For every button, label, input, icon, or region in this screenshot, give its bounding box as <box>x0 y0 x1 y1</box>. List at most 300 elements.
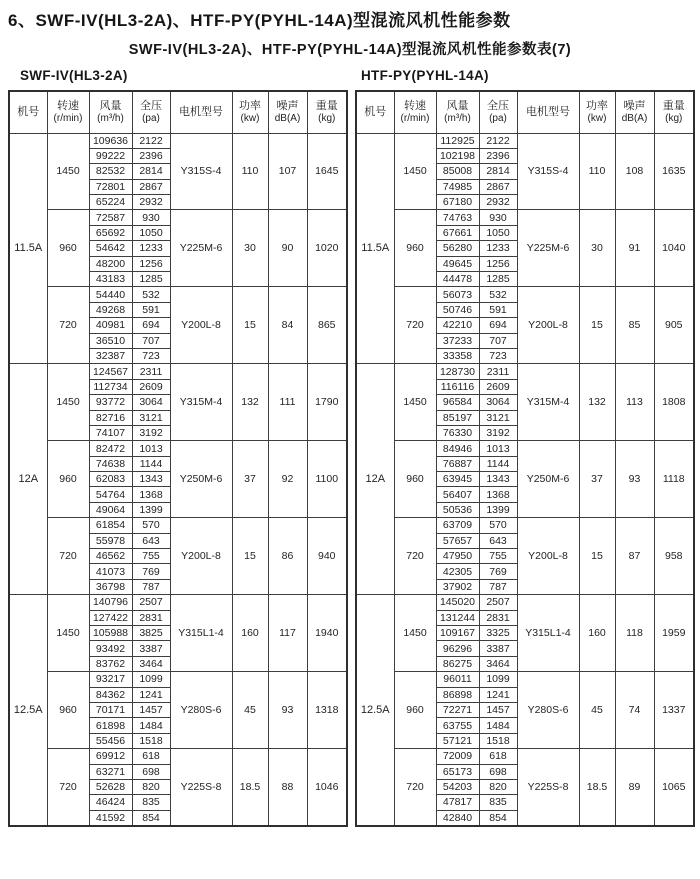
pressure-cell: 1457 <box>132 702 170 717</box>
pressure-cell: 1099 <box>132 672 170 687</box>
table-label-swf: SWF-IV(HL3-2A) <box>20 68 128 83</box>
column-header <box>47 91 89 133</box>
pressure-cell: 1343 <box>132 472 170 487</box>
airflow-cell: 99222 <box>89 148 132 163</box>
column-header <box>132 91 170 133</box>
pressure-cell: 2814 <box>479 164 517 179</box>
pressure-cell: 1399 <box>132 502 170 517</box>
motor-model-cell: Y200L-8 <box>517 518 579 595</box>
power-cell: 15 <box>232 287 268 364</box>
airflow-cell: 96584 <box>436 395 479 410</box>
airflow-cell: 72271 <box>436 702 479 717</box>
noise-cell: 117 <box>268 595 307 672</box>
airflow-cell: 83762 <box>89 656 132 671</box>
column-header-label: 风量 <box>99 99 122 112</box>
fan-model-cell: 12.5A <box>356 595 394 826</box>
pressure-cell: 3064 <box>132 395 170 410</box>
pressure-cell: 2311 <box>479 364 517 379</box>
pressure-cell: 532 <box>479 287 517 302</box>
pressure-cell: 591 <box>479 302 517 317</box>
power-cell: 132 <box>579 364 615 441</box>
column-header-label: 转速 <box>57 99 79 112</box>
pressure-cell: 570 <box>132 518 170 533</box>
airflow-cell: 47817 <box>436 795 479 810</box>
power-cell: 160 <box>232 595 268 672</box>
noise-cell: 93 <box>615 441 654 518</box>
airflow-cell: 54764 <box>89 487 132 502</box>
airflow-cell: 41073 <box>89 564 132 579</box>
table-row <box>356 749 694 764</box>
airflow-cell: 96296 <box>436 641 479 656</box>
pressure-cell: 570 <box>479 518 517 533</box>
speed-cell: 960 <box>47 441 89 518</box>
airflow-cell: 57657 <box>436 533 479 548</box>
pressure-cell: 1050 <box>479 225 517 240</box>
pressure-cell: 769 <box>132 564 170 579</box>
column-header-unit: (m³/h) <box>444 112 471 124</box>
pressure-cell: 930 <box>479 210 517 225</box>
header-row <box>356 91 694 133</box>
airflow-cell: 72587 <box>89 210 132 225</box>
pressure-cell: 1099 <box>479 672 517 687</box>
speed-cell: 960 <box>394 441 436 518</box>
pressure-cell: 1484 <box>479 718 517 733</box>
weight-cell: 1645 <box>307 133 347 210</box>
speed-cell: 720 <box>47 287 89 364</box>
table-row <box>356 518 694 533</box>
pressure-cell: 1050 <box>132 225 170 240</box>
speed-cell: 720 <box>394 749 436 826</box>
pressure-cell: 3387 <box>479 641 517 656</box>
header-row <box>9 91 347 133</box>
pressure-cell: 1233 <box>479 241 517 256</box>
pressure-cell: 1013 <box>479 441 517 456</box>
column-header <box>9 91 47 133</box>
airflow-cell: 84946 <box>436 441 479 456</box>
pressure-cell: 2814 <box>132 164 170 179</box>
airflow-cell: 36510 <box>89 333 132 348</box>
pressure-cell: 2396 <box>479 148 517 163</box>
airflow-cell: 37902 <box>436 579 479 594</box>
noise-cell: 84 <box>268 287 307 364</box>
table-row <box>9 287 347 302</box>
pressure-cell: 3387 <box>132 641 170 656</box>
table-row <box>356 441 694 456</box>
airflow-cell: 86898 <box>436 687 479 702</box>
airflow-cell: 82472 <box>89 441 132 456</box>
power-cell: 18.5 <box>579 749 615 826</box>
motor-model-cell: Y315S-4 <box>517 133 579 210</box>
pressure-cell: 1233 <box>132 241 170 256</box>
noise-cell: 93 <box>268 672 307 749</box>
table-mount-htf <box>355 90 695 827</box>
speed-cell: 960 <box>47 210 89 287</box>
column-header <box>268 91 307 133</box>
speed-cell: 720 <box>47 518 89 595</box>
table-row <box>9 749 347 764</box>
column-header-label: 噪声 <box>276 99 299 112</box>
motor-model-cell: Y315S-4 <box>170 133 232 210</box>
tables-container <box>8 90 692 827</box>
fan-model-cell: 11.5A <box>356 133 394 364</box>
airflow-cell: 55456 <box>89 733 132 748</box>
noise-cell: 108 <box>615 133 654 210</box>
noise-cell: 92 <box>268 441 307 518</box>
pressure-cell: 2831 <box>132 610 170 625</box>
noise-cell: 87 <box>615 518 654 595</box>
airflow-cell: 54642 <box>89 241 132 256</box>
airflow-cell: 36798 <box>89 579 132 594</box>
column-header-label: 全压 <box>140 99 162 112</box>
pressure-cell: 835 <box>479 795 517 810</box>
airflow-cell: 67661 <box>436 225 479 240</box>
airflow-cell: 63271 <box>89 764 132 779</box>
speed-cell: 1450 <box>394 133 436 210</box>
pressure-cell: 643 <box>132 533 170 548</box>
pressure-cell: 2122 <box>479 133 517 148</box>
column-header <box>307 91 347 133</box>
airflow-cell: 63709 <box>436 518 479 533</box>
speed-cell: 1450 <box>394 595 436 672</box>
weight-cell: 940 <box>307 518 347 595</box>
pressure-cell: 2932 <box>479 195 517 210</box>
airflow-cell: 124567 <box>89 364 132 379</box>
noise-cell: 85 <box>615 287 654 364</box>
fan-model-cell: 12A <box>356 364 394 595</box>
airflow-cell: 56407 <box>436 487 479 502</box>
airflow-cell: 74763 <box>436 210 479 225</box>
airflow-cell: 47950 <box>436 549 479 564</box>
airflow-cell: 112925 <box>436 133 479 148</box>
table-row <box>9 133 347 148</box>
airflow-cell: 74107 <box>89 425 132 440</box>
airflow-cell: 85197 <box>436 410 479 425</box>
motor-model-cell: Y280S-6 <box>170 672 232 749</box>
power-cell: 45 <box>232 672 268 749</box>
noise-cell: 111 <box>268 364 307 441</box>
airflow-cell: 55978 <box>89 533 132 548</box>
motor-model-cell: Y200L-8 <box>517 287 579 364</box>
airflow-cell: 96011 <box>436 672 479 687</box>
speed-cell: 960 <box>394 672 436 749</box>
speed-cell: 720 <box>47 749 89 826</box>
pressure-cell: 2122 <box>132 133 170 148</box>
airflow-cell: 42840 <box>436 810 479 825</box>
column-header-label: 电机型号 <box>526 105 570 118</box>
table-row <box>9 518 347 533</box>
pressure-cell: 2396 <box>132 148 170 163</box>
airflow-cell: 61854 <box>89 518 132 533</box>
pressure-cell: 1368 <box>479 487 517 502</box>
pressure-cell: 2831 <box>479 610 517 625</box>
pressure-cell: 1256 <box>479 256 517 271</box>
pressure-cell: 1256 <box>132 256 170 271</box>
pressure-cell: 1399 <box>479 502 517 517</box>
power-cell: 15 <box>579 287 615 364</box>
fan-performance-table <box>355 90 695 827</box>
column-header <box>654 91 694 133</box>
airflow-cell: 49064 <box>89 502 132 517</box>
airflow-cell: 69912 <box>89 749 132 764</box>
airflow-cell: 33358 <box>436 348 479 363</box>
column-header-label: 功率 <box>239 99 261 112</box>
motor-model-cell: Y200L-8 <box>170 287 232 364</box>
pressure-cell: 3121 <box>479 410 517 425</box>
table-row <box>9 672 347 687</box>
pressure-cell: 820 <box>479 779 517 794</box>
column-header-unit: dB(A) <box>274 112 301 124</box>
airflow-cell: 109167 <box>436 626 479 641</box>
pressure-cell: 769 <box>479 564 517 579</box>
column-header <box>356 91 394 133</box>
table-row <box>9 595 347 610</box>
weight-cell: 1959 <box>654 595 694 672</box>
fan-model-cell: 11.5A <box>9 133 47 364</box>
table-row <box>9 210 347 225</box>
pressure-cell: 755 <box>479 549 517 564</box>
power-cell: 45 <box>579 672 615 749</box>
power-cell: 132 <box>232 364 268 441</box>
table-row <box>356 595 694 610</box>
pressure-cell: 1144 <box>479 456 517 471</box>
speed-cell: 960 <box>394 210 436 287</box>
pressure-cell: 698 <box>132 764 170 779</box>
airflow-cell: 43183 <box>89 272 132 287</box>
airflow-cell: 46562 <box>89 549 132 564</box>
airflow-cell: 72009 <box>436 749 479 764</box>
column-header-unit: (kg) <box>318 112 336 124</box>
airflow-cell: 42305 <box>436 564 479 579</box>
weight-cell: 1318 <box>307 672 347 749</box>
pressure-cell: 3192 <box>132 425 170 440</box>
airflow-cell: 65173 <box>436 764 479 779</box>
pressure-cell: 2867 <box>479 179 517 194</box>
column-header <box>232 91 268 133</box>
power-cell: 37 <box>232 441 268 518</box>
pressure-cell: 532 <box>132 287 170 302</box>
pressure-cell: 1518 <box>479 733 517 748</box>
airflow-cell: 131244 <box>436 610 479 625</box>
noise-cell: 91 <box>615 210 654 287</box>
table-labels-row <box>10 68 692 83</box>
motor-model-cell: Y250M-6 <box>517 441 579 518</box>
column-header-label: 风量 <box>446 99 469 112</box>
column-header-unit: (kg) <box>665 112 683 124</box>
airflow-cell: 56280 <box>436 241 479 256</box>
airflow-cell: 32387 <box>89 348 132 363</box>
motor-model-cell: Y225S-8 <box>517 749 579 826</box>
airflow-cell: 76887 <box>436 456 479 471</box>
noise-cell: 90 <box>268 210 307 287</box>
power-cell: 15 <box>232 518 268 595</box>
column-header-label: 电机型号 <box>179 105 223 118</box>
noise-cell: 118 <box>615 595 654 672</box>
pressure-cell: 1241 <box>132 687 170 702</box>
weight-cell: 1118 <box>654 441 694 518</box>
weight-cell: 1065 <box>654 749 694 826</box>
airflow-cell: 62083 <box>89 472 132 487</box>
airflow-cell: 82532 <box>89 164 132 179</box>
pressure-cell: 618 <box>132 749 170 764</box>
column-header-unit: (kw) <box>240 112 260 124</box>
airflow-cell: 112734 <box>89 379 132 394</box>
table-row <box>356 210 694 225</box>
column-header <box>89 91 132 133</box>
pressure-cell: 787 <box>479 579 517 594</box>
airflow-cell: 50746 <box>436 302 479 317</box>
table-row <box>356 672 694 687</box>
column-header <box>615 91 654 133</box>
airflow-cell: 70171 <box>89 702 132 717</box>
airflow-cell: 63755 <box>436 718 479 733</box>
pressure-cell: 1013 <box>132 441 170 456</box>
column-header-label: 重量 <box>662 99 685 112</box>
pressure-cell: 930 <box>132 210 170 225</box>
table-row <box>9 364 347 379</box>
column-header-label: 全压 <box>487 99 509 112</box>
motor-model-cell: Y315M-4 <box>517 364 579 441</box>
airflow-cell: 93772 <box>89 395 132 410</box>
airflow-cell: 63945 <box>436 472 479 487</box>
pressure-cell: 2311 <box>132 364 170 379</box>
pressure-cell: 707 <box>479 333 517 348</box>
weight-cell: 905 <box>654 287 694 364</box>
pressure-cell: 854 <box>132 810 170 825</box>
airflow-cell: 116116 <box>436 379 479 394</box>
column-header-unit: dB(A) <box>621 112 648 124</box>
pressure-cell: 2507 <box>479 595 517 610</box>
noise-cell: 107 <box>268 133 307 210</box>
airflow-cell: 65692 <box>89 225 132 240</box>
airflow-cell: 84362 <box>89 687 132 702</box>
pressure-cell: 787 <box>132 579 170 594</box>
airflow-cell: 93492 <box>89 641 132 656</box>
table-row <box>356 287 694 302</box>
pressure-cell: 723 <box>132 348 170 363</box>
pressure-cell: 2867 <box>132 179 170 194</box>
airflow-cell: 102198 <box>436 148 479 163</box>
airflow-cell: 128730 <box>436 364 479 379</box>
airflow-cell: 41592 <box>89 810 132 825</box>
airflow-cell: 93217 <box>89 672 132 687</box>
weight-cell: 1040 <box>654 210 694 287</box>
airflow-cell: 49268 <box>89 302 132 317</box>
airflow-cell: 76330 <box>436 425 479 440</box>
weight-cell: 1100 <box>307 441 347 518</box>
pressure-cell: 820 <box>132 779 170 794</box>
pressure-cell: 698 <box>479 764 517 779</box>
noise-cell: 113 <box>615 364 654 441</box>
pressure-cell: 1343 <box>479 472 517 487</box>
airflow-cell: 65224 <box>89 195 132 210</box>
pressure-cell: 3064 <box>479 395 517 410</box>
speed-cell: 720 <box>394 287 436 364</box>
pressure-cell: 3121 <box>132 410 170 425</box>
motor-model-cell: Y250M-6 <box>170 441 232 518</box>
pressure-cell: 3192 <box>479 425 517 440</box>
noise-cell: 86 <box>268 518 307 595</box>
noise-cell: 74 <box>615 672 654 749</box>
pressure-cell: 1241 <box>479 687 517 702</box>
column-header-label: 机号 <box>364 105 387 118</box>
weight-cell: 1635 <box>654 133 694 210</box>
airflow-cell: 57121 <box>436 733 479 748</box>
noise-cell: 88 <box>268 749 307 826</box>
weight-cell: 1940 <box>307 595 347 672</box>
pressure-cell: 3825 <box>132 626 170 641</box>
column-header-label: 转速 <box>404 99 426 112</box>
column-header-label: 重量 <box>315 99 338 112</box>
weight-cell: 1337 <box>654 672 694 749</box>
noise-cell: 89 <box>615 749 654 826</box>
fan-performance-table <box>8 90 348 827</box>
airflow-cell: 50536 <box>436 502 479 517</box>
table-row <box>356 133 694 148</box>
pressure-cell: 723 <box>479 348 517 363</box>
table-row <box>356 364 694 379</box>
motor-model-cell: Y315L1-4 <box>517 595 579 672</box>
motor-model-cell: Y200L-8 <box>170 518 232 595</box>
column-header-unit: (r/min) <box>53 112 83 124</box>
power-cell: 37 <box>579 441 615 518</box>
pressure-cell: 618 <box>479 749 517 764</box>
pressure-cell: 2932 <box>132 195 170 210</box>
speed-cell: 1450 <box>47 133 89 210</box>
column-header-label: 噪声 <box>623 99 646 112</box>
airflow-cell: 61898 <box>89 718 132 733</box>
column-header-unit: (m³/h) <box>97 112 124 124</box>
airflow-cell: 54203 <box>436 779 479 794</box>
pressure-cell: 854 <box>479 810 517 825</box>
speed-cell: 1450 <box>47 364 89 441</box>
pressure-cell: 3464 <box>479 656 517 671</box>
motor-model-cell: Y225S-8 <box>170 749 232 826</box>
airflow-cell: 74985 <box>436 179 479 194</box>
speed-cell: 720 <box>394 518 436 595</box>
airflow-cell: 56073 <box>436 287 479 302</box>
airflow-cell: 105988 <box>89 626 132 641</box>
power-cell: 30 <box>232 210 268 287</box>
weight-cell: 1808 <box>654 364 694 441</box>
column-header-unit: (kw) <box>587 112 607 124</box>
pressure-cell: 1144 <box>132 456 170 471</box>
weight-cell: 958 <box>654 518 694 595</box>
airflow-cell: 42210 <box>436 318 479 333</box>
airflow-cell: 86275 <box>436 656 479 671</box>
column-header <box>517 91 579 133</box>
airflow-cell: 49645 <box>436 256 479 271</box>
airflow-cell: 52628 <box>89 779 132 794</box>
pressure-cell: 694 <box>132 318 170 333</box>
fan-model-cell: 12A <box>9 364 47 595</box>
power-cell: 30 <box>579 210 615 287</box>
pressure-cell: 1484 <box>132 718 170 733</box>
pressure-cell: 2609 <box>479 379 517 394</box>
table-label-htf: HTF-PY(PYHL-14A) <box>361 68 489 83</box>
pressure-cell: 3325 <box>479 626 517 641</box>
airflow-cell: 109636 <box>89 133 132 148</box>
column-header <box>579 91 615 133</box>
motor-model-cell: Y225M-6 <box>517 210 579 287</box>
pressure-cell: 1285 <box>132 272 170 287</box>
power-cell: 18.5 <box>232 749 268 826</box>
fan-model-cell: 12.5A <box>9 595 47 826</box>
airflow-cell: 140796 <box>89 595 132 610</box>
pressure-cell: 1457 <box>479 702 517 717</box>
column-header-unit: (pa) <box>489 112 507 124</box>
airflow-cell: 54440 <box>89 287 132 302</box>
motor-model-cell: Y280S-6 <box>517 672 579 749</box>
